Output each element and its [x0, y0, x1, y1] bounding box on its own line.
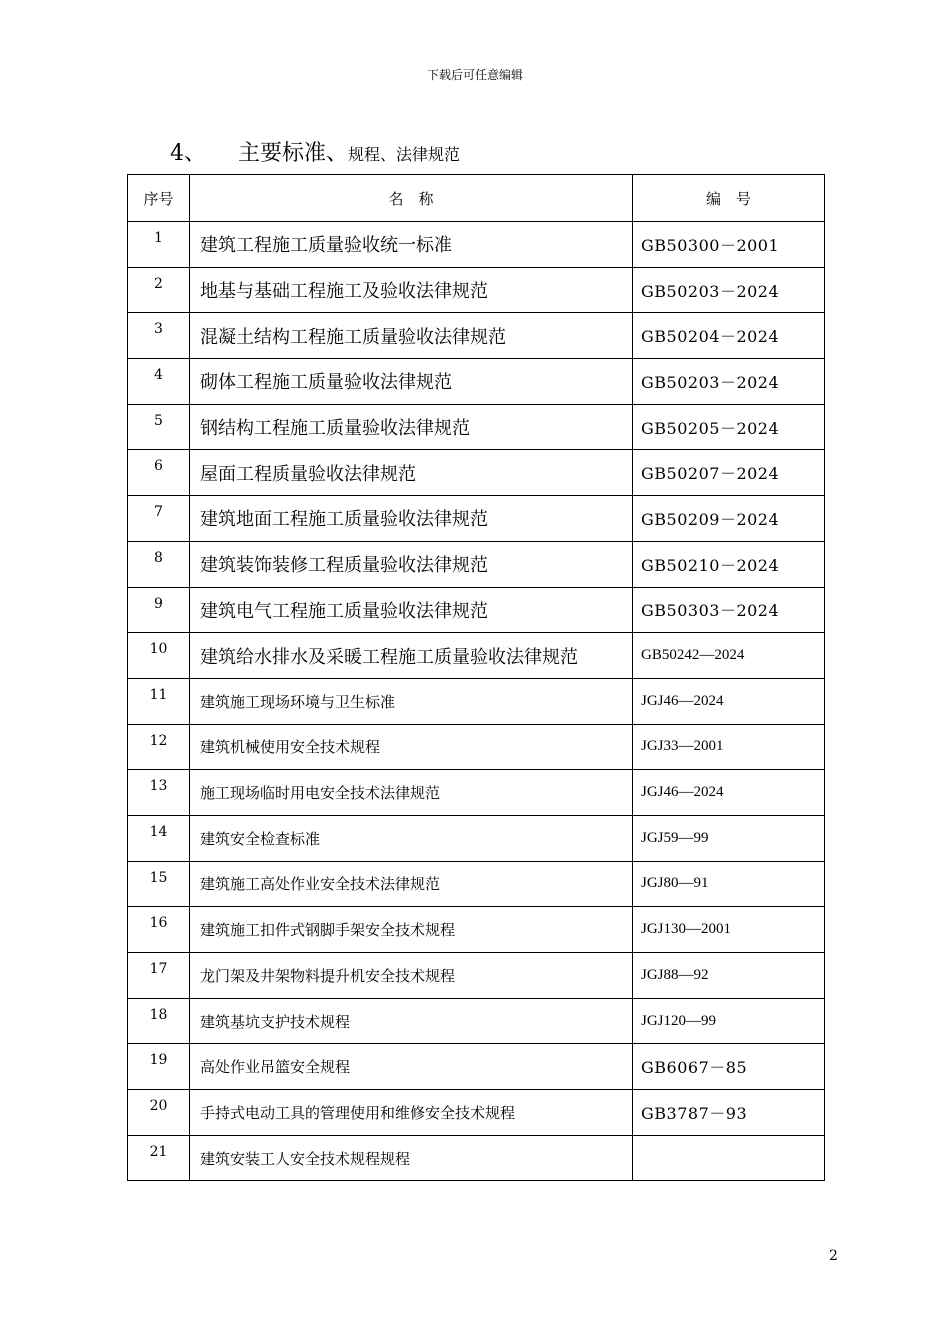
row-seq: 1	[128, 222, 190, 268]
row-seq: 17	[128, 953, 190, 999]
section-title-rest: 规程、法律规范	[348, 145, 461, 164]
header-code: 编 号	[633, 175, 825, 222]
table-row	[128, 1135, 825, 1181]
row-name: 钢结构工程施工质量验收法律规范	[190, 404, 633, 450]
row-code: JGJ46—2024	[633, 770, 825, 816]
row-name: 砌体工程施工质量验收法律规范	[190, 359, 633, 405]
table-row	[128, 404, 825, 450]
row-seq: 16	[128, 907, 190, 953]
row-code: GB50209－2024	[633, 496, 825, 542]
section-title	[170, 136, 460, 167]
row-name: 建筑工程施工质量验收统一标准	[190, 222, 633, 268]
table-row	[128, 633, 825, 679]
row-code: GB50205－2024	[633, 404, 825, 450]
table-header-row	[128, 175, 825, 222]
table-row	[128, 496, 825, 542]
row-name: 建筑施工现场环境与卫生标准	[190, 678, 633, 724]
row-code: GB50203－2024	[633, 267, 825, 313]
row-name: 建筑电气工程施工质量验收法律规范	[190, 587, 633, 633]
table-row	[128, 267, 825, 313]
table-row	[128, 450, 825, 496]
row-name: 施工现场临时用电安全技术法律规范	[190, 770, 633, 816]
row-name: 建筑施工高处作业安全技术法律规范	[190, 861, 633, 907]
row-name: 混凝土结构工程施工质量验收法律规范	[190, 313, 633, 359]
table-row	[128, 1090, 825, 1136]
row-code: JGJ88—92	[633, 953, 825, 999]
table-row	[128, 678, 825, 724]
row-code: GB50204－2024	[633, 313, 825, 359]
row-code: GB50207－2024	[633, 450, 825, 496]
row-code: JGJ59—99	[633, 815, 825, 861]
row-name: 龙门架及井架物料提升机安全技术规程	[190, 953, 633, 999]
header-name: 名 称	[190, 175, 633, 222]
row-seq: 21	[128, 1135, 190, 1181]
row-code: GB50303－2024	[633, 587, 825, 633]
row-code: JGJ120—99	[633, 998, 825, 1044]
row-seq: 15	[128, 861, 190, 907]
table-row	[128, 815, 825, 861]
row-seq: 11	[128, 678, 190, 724]
row-name: 手持式电动工具的管理使用和维修安全技术规程	[190, 1090, 633, 1136]
row-seq: 12	[128, 724, 190, 770]
row-seq: 7	[128, 496, 190, 542]
header-note: 下载后可任意编辑	[426, 68, 523, 82]
row-code: GB50210－2024	[633, 541, 825, 587]
row-code: GB50203－2024	[633, 359, 825, 405]
row-name: 屋面工程质量验收法律规范	[190, 450, 633, 496]
row-seq: 19	[128, 1044, 190, 1090]
table-body	[128, 222, 825, 1181]
row-name: 建筑装饰装修工程质量验收法律规范	[190, 541, 633, 587]
row-name: 建筑地面工程施工质量验收法律规范	[190, 496, 633, 542]
row-code: GB50242—2024	[633, 633, 825, 679]
row-seq: 6	[128, 450, 190, 496]
header-seq: 序号	[128, 175, 190, 222]
table-row	[128, 953, 825, 999]
row-name: 地基与基础工程施工及验收法律规范	[190, 267, 633, 313]
row-seq: 4	[128, 359, 190, 405]
row-seq: 14	[128, 815, 190, 861]
table-row	[128, 541, 825, 587]
table-row	[128, 359, 825, 405]
section-title-main: 主要标准、	[238, 141, 349, 166]
row-seq: 5	[128, 404, 190, 450]
row-name: 建筑给水排水及采暖工程施工质量验收法律规范	[190, 633, 633, 679]
table-row	[128, 222, 825, 268]
row-seq: 18	[128, 998, 190, 1044]
row-seq: 13	[128, 770, 190, 816]
row-name: 建筑机械使用安全技术规程	[190, 724, 633, 770]
row-code: JGJ80—91	[633, 861, 825, 907]
standards-table	[127, 174, 825, 1181]
table-row	[128, 313, 825, 359]
row-seq: 20	[128, 1090, 190, 1136]
row-code	[633, 1135, 825, 1181]
row-name: 建筑施工扣件式钢脚手架安全技术规程	[190, 907, 633, 953]
row-name: 建筑基坑支护技术规程	[190, 998, 633, 1044]
table-row	[128, 724, 825, 770]
table-row	[128, 907, 825, 953]
page-number: 2	[829, 1248, 838, 1264]
row-code: GB3787－93	[633, 1090, 825, 1136]
row-name: 建筑安装工人安全技术规程规程	[190, 1135, 633, 1181]
row-seq: 3	[128, 313, 190, 359]
section-number: 4、	[170, 141, 206, 166]
row-seq: 2	[128, 267, 190, 313]
row-code: GB50300－2001	[633, 222, 825, 268]
table-row	[128, 1044, 825, 1090]
table-row	[128, 587, 825, 633]
row-seq: 8	[128, 541, 190, 587]
table-row	[128, 861, 825, 907]
table-row	[128, 770, 825, 816]
row-name: 建筑安全检查标准	[190, 815, 633, 861]
row-seq: 9	[128, 587, 190, 633]
row-seq: 10	[128, 633, 190, 679]
row-code: GB6067－85	[633, 1044, 825, 1090]
row-name: 高处作业吊篮安全规程	[190, 1044, 633, 1090]
row-code: JGJ33—2001	[633, 724, 825, 770]
row-code: JGJ130—2001	[633, 907, 825, 953]
table-row	[128, 998, 825, 1044]
row-code: JGJ46—2024	[633, 678, 825, 724]
